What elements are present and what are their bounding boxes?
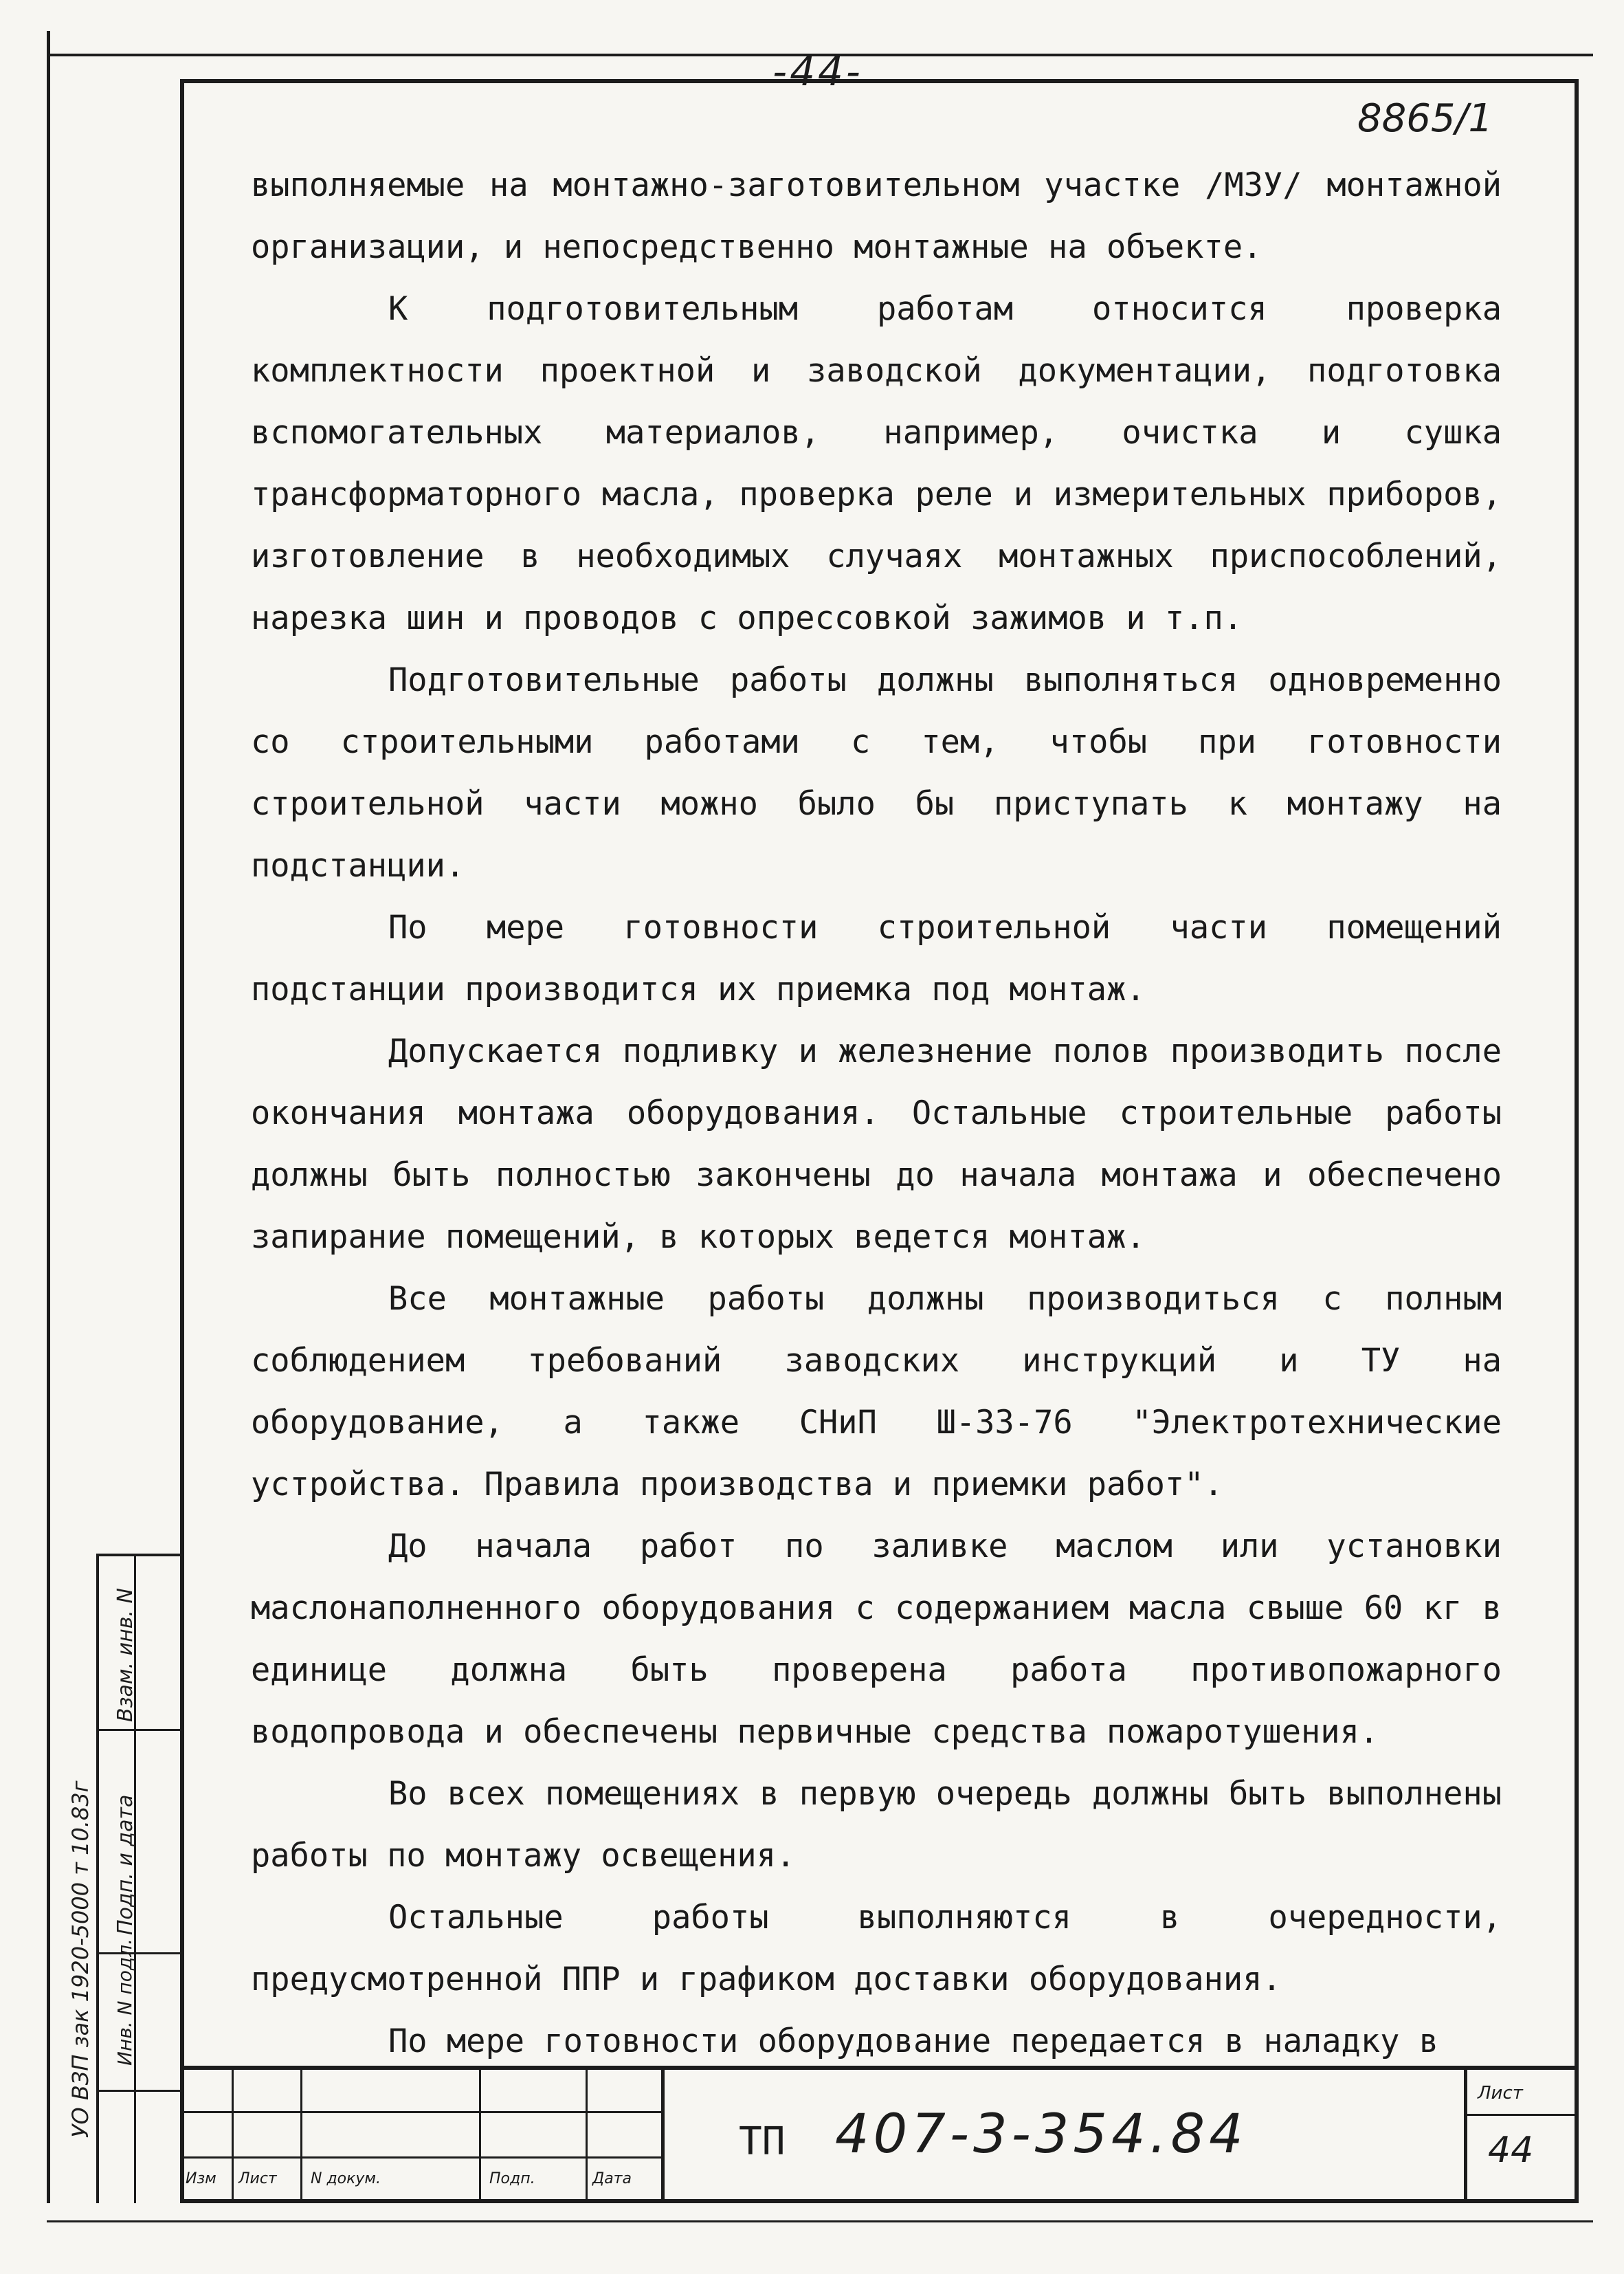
stamp-print-note: УО ВЗП зак 1920-5000 т 10.83г: [67, 1780, 93, 2138]
paragraph: Допускается подливку и железнение полов производить после окончания монтажа оборудования. Остальные строительные работы должны быть полностью закончены до начала монтажа и обеспечено запирание помещений, в которых ведется монтаж.: [251, 1033, 1502, 1256]
column-label-signature: Подп.: [489, 2170, 535, 2187]
drawing-code: 407-3-354.84: [835, 2104, 1247, 2165]
document-body: [251, 155, 1502, 2073]
binding-line-bottom: [47, 2220, 1593, 2222]
paragraph: Во всех помещениях в первую очередь должны быть выполнены работы по монтажу освещения.: [251, 1775, 1502, 1875]
column-label-doc-number: N докум.: [311, 2170, 381, 2187]
column-label-date: Дата: [592, 2170, 632, 2187]
sheet-number: 44: [1488, 2130, 1534, 2171]
stamp-inv-label: Инв. N подл.: [113, 1939, 136, 2066]
column-label-change: Изм: [186, 2170, 216, 2187]
paragraph: К подготовительным работам относится проверка комплектности проектной и заводской документации, подготовка вспомогательных материалов, например, очистка и сушка трансформаторного масла, проверка реле и измерительных приборов, изготовление в необходимых случаях монтажных приспособлений, нарезка шин и проводов с опрессовкой зажимов и т.п.: [251, 290, 1502, 637]
paragraph: Подготовительные работы должны выполняться одновременно со строительными работами с тем, чтобы при готовности строительной части можно было бы приступать к монтажу на подстанции.: [251, 661, 1502, 885]
column-label-sheet: Лист: [238, 2170, 277, 2187]
sheet-label: Лист: [1478, 2083, 1523, 2104]
page-number: -44-: [772, 48, 863, 95]
stamp-sign-label: Подп. и дата: [113, 1794, 137, 1935]
drawing-code-prefix: ТП: [739, 2119, 786, 2164]
binding-line-left: [47, 31, 50, 2203]
paragraph: выполняемые на монтажно-заготовительном участке /МЗУ/ монтажной организации, и непосредственно монтажные на объекте.: [251, 166, 1502, 266]
stamp-replace-label: Взам. инв. N: [113, 1588, 137, 1722]
side-stamp: [96, 1554, 182, 2203]
paragraph: До начала работ по заливке маслом или установки маслонаполненного оборудования с содержанием масла свыше 60 кг в единице должна быть проверена работа противопожарного водопровода и обеспечены первичные средства пожаротушения.: [251, 1527, 1502, 1751]
paragraph: Все монтажные работы должны производиться с полным соблюдением требований заводских инструкций и ТУ на оборудование, а также СНиП Ш-33-76 "Электротехнические устройства. Правила производства и приемки работ".: [251, 1280, 1502, 1503]
document-number: 8865/1: [1357, 96, 1493, 141]
paragraph: Остальные работы выполняются в очередности, предусмотренной ППР и графиком доставки оборудования.: [251, 1899, 1502, 1998]
paragraph: По мере готовности оборудование передается в наладку в: [388, 2022, 1439, 2060]
paragraph: По мере готовности строительной части помещений подстанции производится их приемка под монтаж.: [251, 909, 1502, 1008]
